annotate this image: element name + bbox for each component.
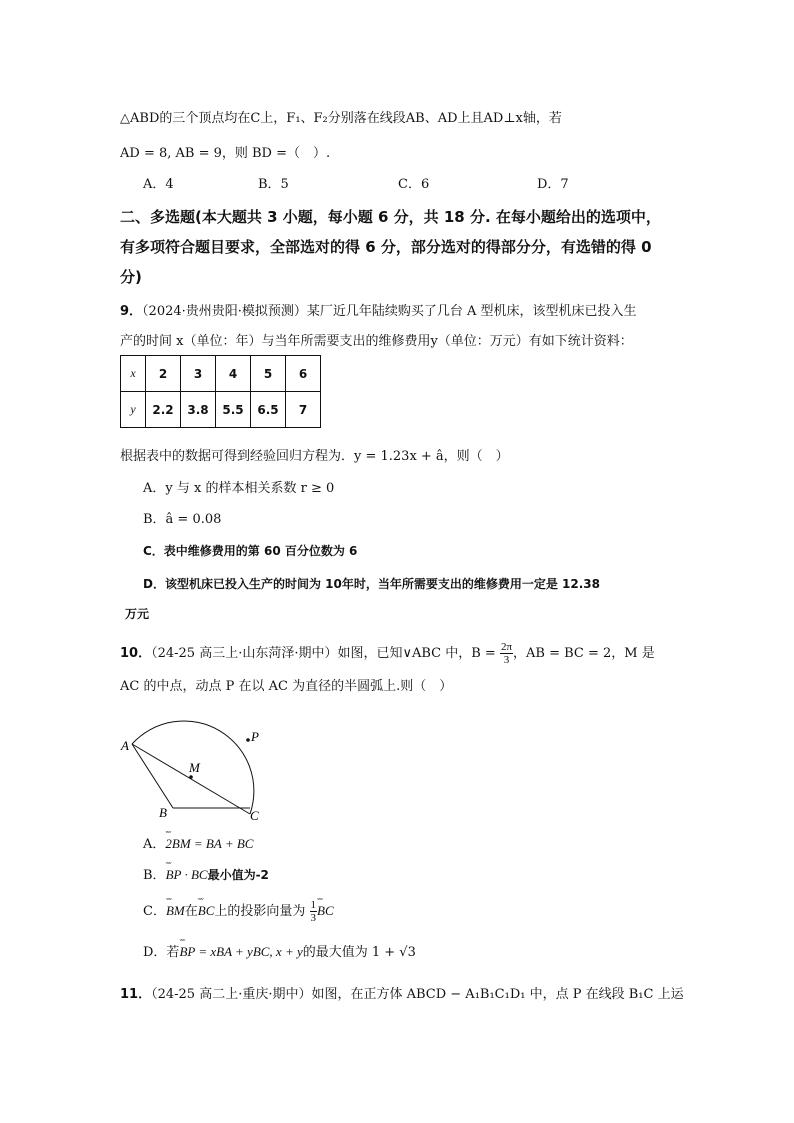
table-cell: 7	[286, 392, 321, 428]
q11-stem-line1	[120, 986, 684, 1004]
table-cell: 4	[216, 356, 251, 392]
q10-stem-line1	[120, 641, 655, 667]
point-m	[189, 775, 193, 779]
q10-option-a	[143, 835, 253, 854]
option-label: D．若	[143, 945, 180, 960]
option-label: A．	[143, 837, 166, 852]
q9-option-c: C．表中维修费用的第 60 百分位数为 6	[143, 544, 358, 558]
table-cell: 2.2	[146, 392, 181, 428]
table-cell: 3	[181, 356, 216, 392]
table-header-x: x	[121, 356, 146, 392]
label-m: M	[189, 760, 200, 775]
point-p	[246, 738, 250, 742]
option-label: C．	[143, 904, 166, 919]
q10-line1-b: ，AB = BC = 2，M 是	[513, 646, 655, 661]
vector-expression: ˇˇˇ BP · BC	[166, 866, 208, 884]
q10-option-b	[143, 866, 269, 885]
fraction-denominator: 3	[310, 912, 317, 924]
table-row	[121, 392, 321, 428]
label-b: B	[159, 805, 167, 820]
q9-stem-line1	[120, 303, 637, 321]
q10-number: 10．	[120, 646, 152, 661]
q10-figure	[110, 700, 280, 825]
table-header-y: y	[121, 392, 146, 428]
table-cell: 6	[286, 356, 321, 392]
q8-stem-line1: △ABD的三个顶点均在C上，F₁、F₂分别落在线段AB、AD上且AD⊥x轴，若	[120, 111, 562, 126]
q10-stem-line2: AC 的中点，动点 P 在以 AC 为直径的半圆弧上.则（ ）	[120, 679, 453, 694]
vector-expression: ˇˇˇ 2BM = BA + BC	[165, 835, 253, 853]
q9-line1-text: （2024·贵州贵阳·模拟预测）某厂近几年陆续购买了几台 A 型机床，该型机床已投入生	[142, 304, 637, 319]
q8-option-b: B．5	[258, 177, 289, 192]
q9-regression-stem: 根据表中的数据可得到经验回归方程为．y = 1.23x + â，则（ ）	[120, 449, 509, 464]
segment-ab	[132, 744, 173, 808]
q9-number: 9．	[120, 304, 143, 319]
q9-option-a: A．y 与 x 的样本相关系数 r ≥ 0	[143, 481, 335, 496]
vector-bm: ˇˇˇ BM	[166, 898, 185, 924]
table-cell: 5	[251, 356, 286, 392]
fraction-numerator: 2π	[500, 641, 513, 653]
q11-number: 11．	[120, 987, 152, 1002]
label-c: C	[250, 808, 259, 823]
q9-option-d: D．该型机床已投入生产的时间为 10年时，当年所需要支出的维修费用一定是 12.38	[143, 577, 600, 591]
table-cell: 2	[146, 356, 181, 392]
q10-option-d	[143, 943, 416, 962]
q9-option-b: B．â = 0.08	[143, 512, 222, 527]
q10-line1-a: （24-25 高三上·山东菏泽·期中）如图，已知∨ABC 中，B =	[151, 646, 496, 661]
table-cell: 3.8	[181, 392, 216, 428]
segment-ac	[132, 744, 250, 814]
option-label: B．	[143, 868, 166, 883]
option-text: 在	[184, 904, 198, 919]
q8-option-d: D．7	[537, 177, 569, 192]
q9-option-d-cont: 万元	[125, 607, 150, 621]
option-text: 上的投影向量为	[214, 904, 306, 919]
fraction-numerator: 1	[310, 899, 317, 911]
projection-fraction	[310, 899, 318, 924]
label-a: A	[121, 738, 129, 753]
section-heading-line1: 二、多选题(本大题共 3 小题，每小题 6 分，共 18 分. 在每小题给出的选项中，	[120, 208, 661, 226]
section-heading-line2: 有多项符合题目要求，全部选对的得 6 分，部分选对的得部分分，有选错的得 0	[120, 238, 652, 256]
q8-option-c: C．6	[398, 177, 430, 192]
vector-bc: ˇˇˇ BC	[317, 898, 334, 924]
vector-bc: ˇˇˇ BC	[198, 898, 215, 924]
q9-data-table	[120, 355, 321, 428]
q10-angle-fraction	[500, 641, 513, 666]
option-text: 的最大值为 1 + √3	[302, 945, 416, 960]
table-cell: 5.5	[216, 392, 251, 428]
q8-stem-line2: AD = 8, AB = 9，则 BD =（ ）.	[120, 146, 331, 161]
table-row	[121, 356, 321, 392]
label-p: P	[251, 729, 259, 744]
vector-expression: ˇˇˇ BP = xBA + yBC, x + y	[179, 943, 302, 961]
option-text: 最小值为-2	[207, 868, 269, 882]
fraction-denominator: 3	[503, 654, 510, 666]
q10-option-c	[143, 898, 334, 925]
q11-line1-text: （24-25 高二上·重庆·期中）如图，在正方体 ABCD − A₁B₁C₁D₁ 中，点 P 在线段 B₁C 上运	[151, 987, 684, 1002]
q9-stem-line2: 产的时间 x（单位：年）与当年所需要支出的维修费用y（单位：万元）有如下统计资料：	[120, 334, 633, 349]
q8-option-a: A．4	[143, 177, 174, 192]
table-cell: 6.5	[251, 392, 286, 428]
section-heading-line3: 分)	[120, 268, 142, 286]
